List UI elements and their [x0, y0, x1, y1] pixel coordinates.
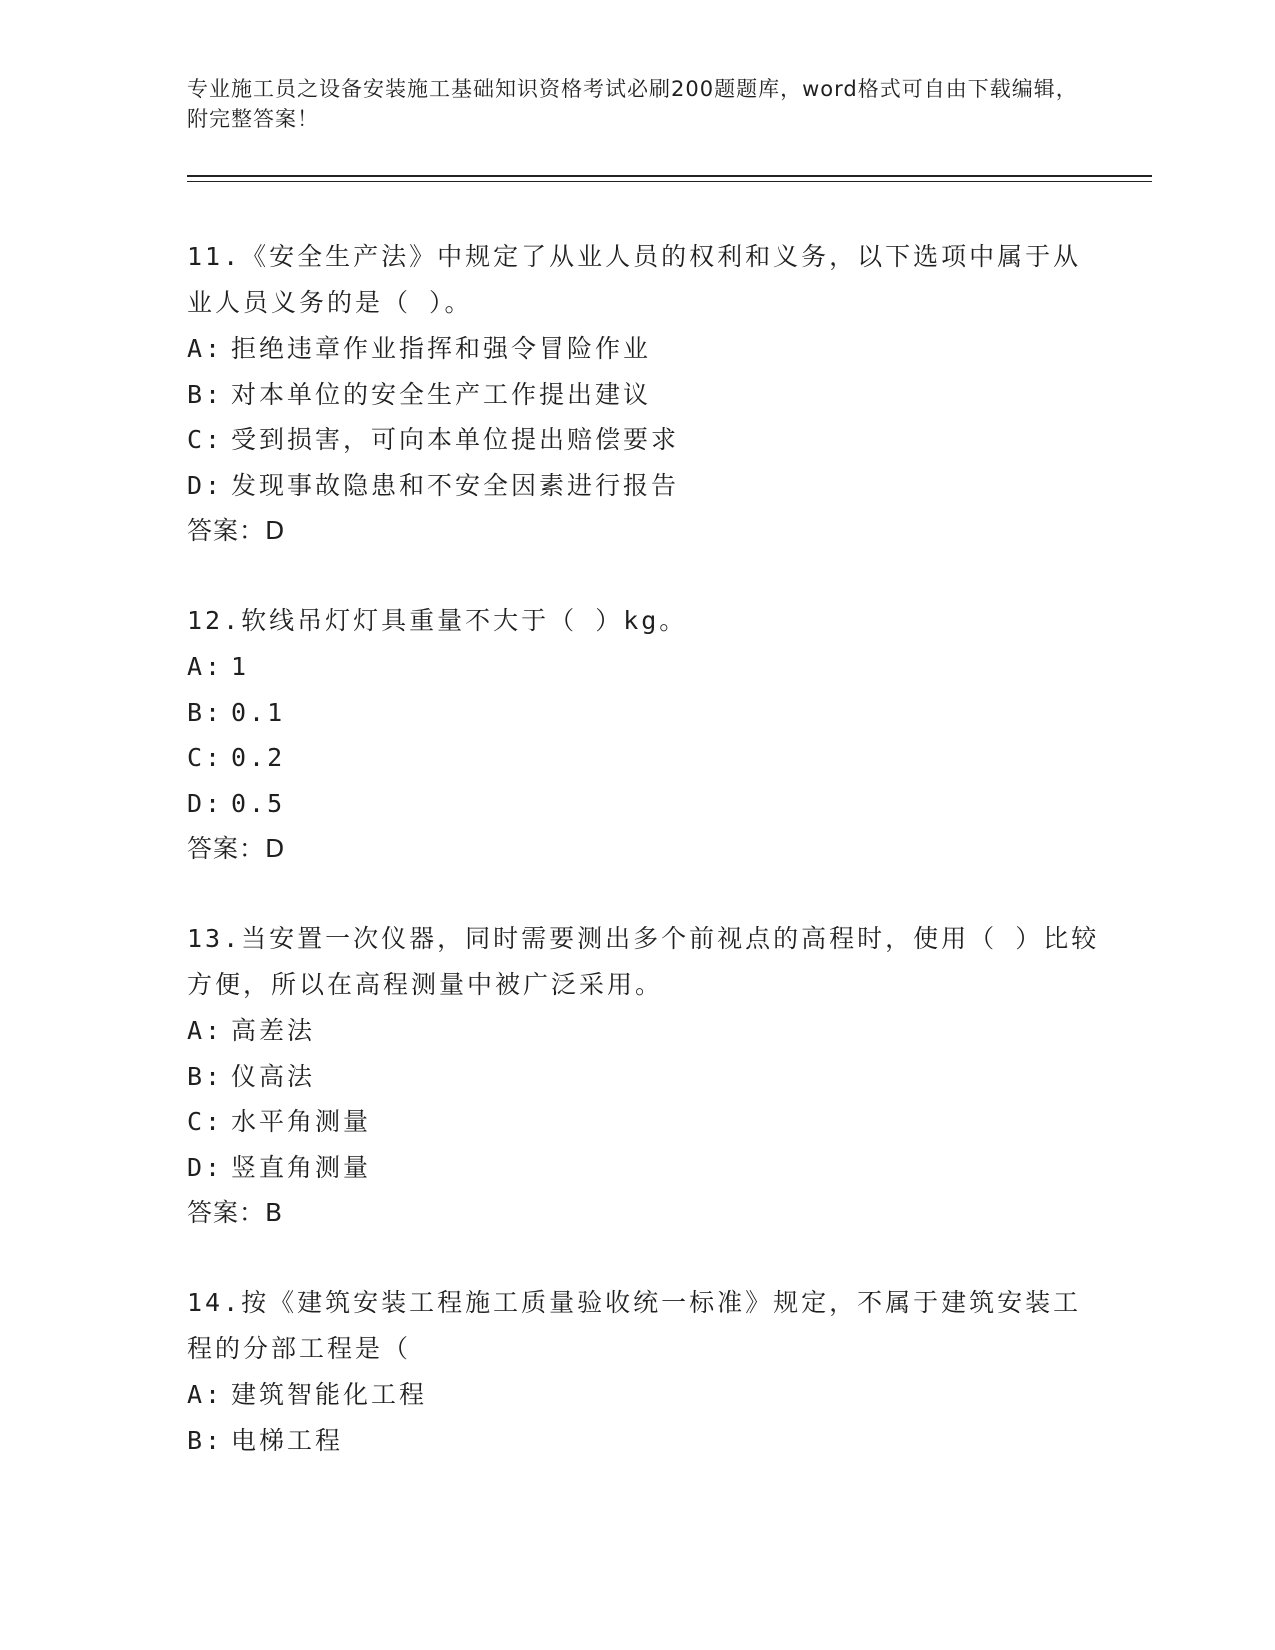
option-letter: A: [187, 1016, 224, 1045]
option-b [187, 372, 1107, 418]
option-letter: D: [187, 1152, 224, 1182]
answer-line: 答案：B [187, 1198, 284, 1227]
option-d [187, 463, 1107, 509]
option-text: 0.2 [231, 743, 286, 772]
option-text: 竖直角测量 [231, 1152, 372, 1182]
question-13 [187, 916, 1107, 1236]
option-text: 对本单位的安全生产工作提出建议 [231, 379, 652, 409]
question-11 [187, 234, 1107, 554]
option-letter: B: [187, 1425, 224, 1455]
answer-line: 答案：D [187, 516, 286, 545]
option-a [187, 644, 1107, 690]
option-letter: D: [187, 470, 224, 500]
question-list [187, 234, 1107, 1507]
question-14 [187, 1280, 1107, 1463]
question-stem: 11.《安全生产法》中规定了从业人员的权利和义务，以下选项中属于从业人员义务的是（ ）。 [187, 242, 1082, 317]
answer-line: 答案：D [187, 834, 286, 863]
option-text: 拒绝违章作业指挥和强令冒险作业 [231, 334, 652, 363]
option-c [187, 417, 1107, 463]
question-12 [187, 598, 1107, 872]
option-a [187, 1008, 1107, 1054]
option-d [187, 1145, 1107, 1191]
option-letter: B: [187, 379, 224, 409]
option-a [187, 1372, 1107, 1418]
option-text: 水平角测量 [231, 1107, 372, 1136]
option-text: 0.1 [231, 697, 286, 727]
option-letter: A: [187, 1380, 224, 1409]
option-b [187, 1418, 1107, 1464]
option-text: 发现事故隐患和不安全因素进行报告 [231, 470, 680, 500]
question-stem: 13.当安置一次仪器，同时需要测出多个前视点的高程时，使用（ ）比较方便，所以在高程测量中被广泛采用。 [187, 924, 1100, 999]
option-letter: A: [187, 334, 224, 363]
question-stem: 12.软线吊灯灯具重量不大于（ ）kg。 [187, 606, 688, 635]
option-text: 电梯工程 [231, 1425, 344, 1455]
option-a [187, 326, 1107, 372]
document-header: 专业施工员之设备安装施工基础知识资格考试必刷200题题库，word格式可自由下载编辑，附完整答案！ [187, 77, 1078, 131]
option-text: 0.5 [231, 788, 286, 818]
option-letter: A: [187, 652, 224, 681]
option-c [187, 1099, 1107, 1145]
option-text: 高差法 [231, 1016, 316, 1045]
option-text: 建筑智能化工程 [231, 1380, 428, 1409]
option-b [187, 1054, 1107, 1100]
option-letter: C: [187, 425, 224, 454]
option-text: 仪高法 [231, 1061, 316, 1091]
option-text: 1 [231, 652, 250, 681]
option-d [187, 781, 1107, 827]
option-letter: B: [187, 1061, 224, 1091]
option-letter: B: [187, 697, 224, 727]
option-letter: D: [187, 788, 224, 818]
option-text: 受到损害，可向本单位提出赔偿要求 [231, 425, 680, 454]
option-c [187, 735, 1107, 781]
option-letter: C: [187, 743, 224, 772]
option-letter: C: [187, 1107, 224, 1136]
header-divider-thick [187, 175, 1152, 177]
header-divider-thin [187, 181, 1152, 182]
option-b [187, 690, 1107, 736]
question-stem: 14.按《建筑安装工程施工质量验收统一标准》规定，不属于建筑安装工程的分部工程是（ [187, 1288, 1082, 1363]
